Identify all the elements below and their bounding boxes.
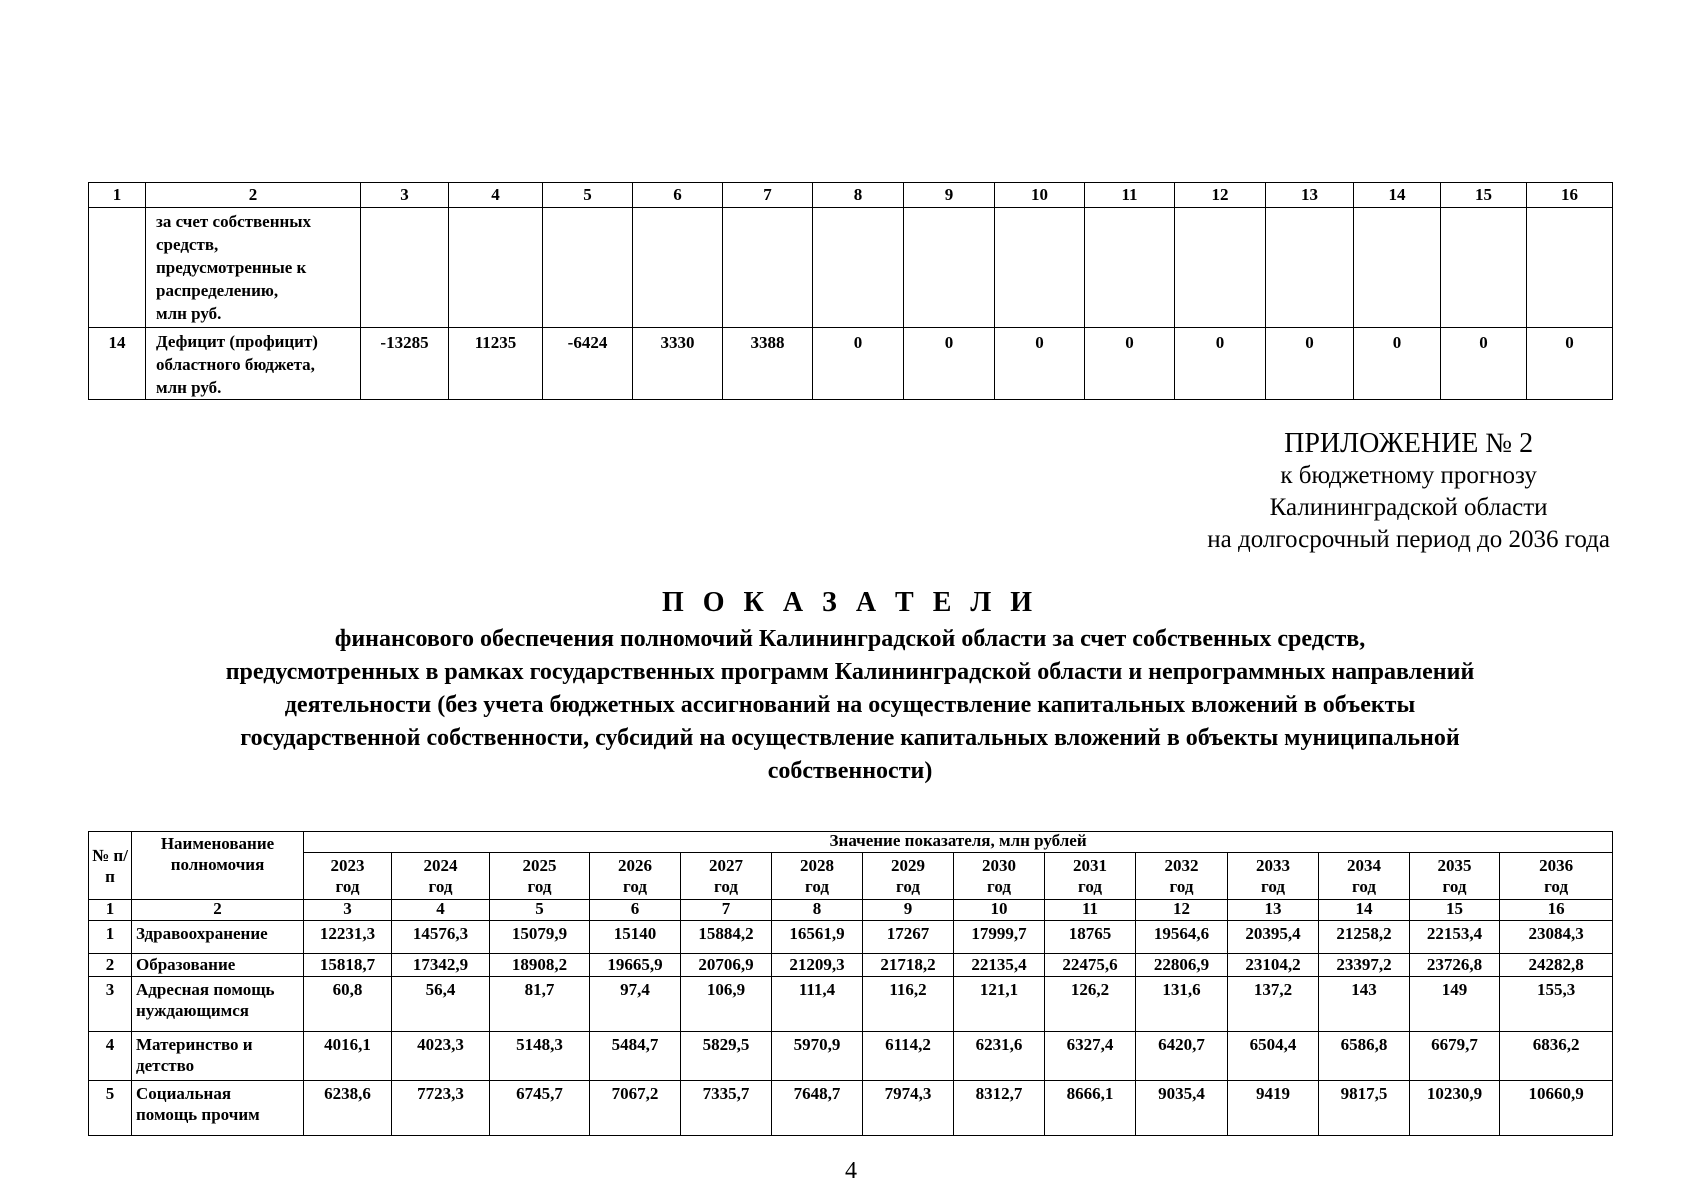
value-cell	[723, 208, 813, 328]
table-row	[89, 977, 1613, 1032]
year-header	[772, 853, 863, 900]
heading-line: государственной собственности, субсидий на осуществление капитальных вложений в объекты муниципальной	[240, 725, 1460, 751]
value-cell: 15140	[590, 921, 681, 954]
value-cell: 149	[1410, 977, 1500, 1032]
value-cell: 9817,5	[1319, 1081, 1410, 1136]
value-cell: 97,4	[590, 977, 681, 1032]
heading-subtitle	[90, 623, 1610, 788]
row-name-line: за счет собственных	[156, 212, 312, 231]
value-cell: 5148,3	[490, 1032, 590, 1081]
year-header	[1228, 853, 1319, 900]
value-cell: 143	[1319, 977, 1410, 1032]
value-cell: 6586,8	[1319, 1032, 1410, 1081]
column-number: 14	[1354, 183, 1441, 208]
year-suffix: год	[896, 877, 920, 896]
value-cell	[995, 208, 1085, 328]
value-cell: 0	[1085, 328, 1175, 400]
value-cell: 24282,8	[1500, 954, 1613, 977]
column-number: 2	[146, 183, 361, 208]
value-cell: 6745,7	[490, 1081, 590, 1136]
year-suffix: год	[805, 877, 829, 896]
value-cell: 4023,3	[392, 1032, 490, 1081]
year-header	[1319, 853, 1410, 900]
value-cell: 3388	[723, 328, 813, 400]
value-cell: 20395,4	[1228, 921, 1319, 954]
year-header	[1410, 853, 1500, 900]
value-cell: 116,2	[863, 977, 954, 1032]
value-cell: 8666,1	[1045, 1081, 1136, 1136]
value-cell: 0	[1441, 328, 1527, 400]
appendix-line: на долгосрочный период до 2036 года	[1207, 526, 1610, 553]
year-suffix: год	[1169, 877, 1194, 896]
value-cell: 22153,4	[1410, 921, 1500, 954]
value-cell	[633, 208, 723, 328]
year-suffix: год	[335, 877, 360, 896]
year-value: 2025	[522, 856, 557, 875]
value-cell: 6836,2	[1500, 1032, 1613, 1081]
row-name-line: средств,	[156, 235, 219, 254]
year-suffix: год	[1544, 877, 1569, 896]
row-name	[146, 328, 361, 400]
value-cell: 18765	[1045, 921, 1136, 954]
row-number: 4	[89, 1032, 132, 1081]
value-cell: 6238,6	[304, 1081, 392, 1136]
value-cell: 4016,1	[304, 1032, 392, 1081]
value-cell	[361, 208, 449, 328]
column-number: 13	[1266, 183, 1354, 208]
value-cell: 22135,4	[954, 954, 1045, 977]
year-value: 2028	[800, 856, 834, 875]
heading-line: предусмотренных в рамках государственных программ Калининградской области и непрограммных направлений	[225, 659, 1475, 685]
year-header	[304, 853, 392, 900]
value-cell	[543, 208, 633, 328]
year-value: 2030	[982, 856, 1016, 875]
value-cell: 5970,9	[772, 1032, 863, 1081]
heading-line: финансового обеспечения полномочий Калининградской области за счет собственных средств,	[334, 626, 1366, 652]
value-cell: 20706,9	[681, 954, 772, 977]
year-header	[954, 853, 1045, 900]
row-name-line: распределению,	[156, 281, 279, 300]
value-cell: 126,2	[1045, 977, 1136, 1032]
value-cell: 14576,3	[392, 921, 490, 954]
row-name	[132, 921, 304, 954]
column-number: 14	[1319, 900, 1410, 921]
year-header	[863, 853, 954, 900]
row-name-line: млн руб.	[156, 304, 222, 323]
column-number: 1	[89, 900, 132, 921]
value-cell: 9035,4	[1136, 1081, 1228, 1136]
heading-title: П О К А З А Т Е Л И	[661, 587, 1039, 618]
value-cell: 18908,2	[490, 954, 590, 977]
year-header	[490, 853, 590, 900]
value-cell: -13285	[361, 328, 449, 400]
value-cell: 15884,2	[681, 921, 772, 954]
year-suffix: год	[623, 877, 647, 896]
value-cell: 111,4	[772, 977, 863, 1032]
year-suffix: год	[714, 877, 738, 896]
value-cell: 19564,6	[1136, 921, 1228, 954]
year-value: 2032	[1164, 856, 1199, 875]
value-cell: 0	[813, 328, 904, 400]
value-cell	[1354, 208, 1441, 328]
row-number: 14	[89, 328, 146, 400]
year-value: 2034	[1347, 856, 1381, 875]
year-suffix: год	[428, 877, 453, 896]
year-suffix: год	[1261, 877, 1285, 896]
value-cell: 6679,7	[1410, 1032, 1500, 1081]
value-cell: -6424	[543, 328, 633, 400]
column-number: 10	[995, 183, 1085, 208]
value-cell: 6231,6	[954, 1032, 1045, 1081]
column-number: 4	[449, 183, 543, 208]
value-cell: 0	[1266, 328, 1354, 400]
value-cell: 22475,6	[1045, 954, 1136, 977]
year-header	[1045, 853, 1136, 900]
column-header-number: № п/п	[89, 832, 132, 900]
table-row	[89, 1032, 1613, 1081]
value-cell: 6504,4	[1228, 1032, 1319, 1081]
column-number: 9	[863, 900, 954, 921]
value-cell: 21209,3	[772, 954, 863, 977]
value-cell: 22806,9	[1136, 954, 1228, 977]
year-suffix: год	[1352, 877, 1376, 896]
appendix-line: Калининградской области	[1269, 494, 1548, 521]
table-row	[89, 208, 1613, 328]
value-cell	[449, 208, 543, 328]
value-cell: 8312,7	[954, 1081, 1045, 1136]
value-cell: 6420,7	[1136, 1032, 1228, 1081]
column-number: 7	[723, 183, 813, 208]
column-number: 3	[361, 183, 449, 208]
indicators-table	[88, 831, 1613, 1136]
value-cell: 17267	[863, 921, 954, 954]
row-name-line: Социальная	[136, 1084, 232, 1103]
value-cell: 7723,3	[392, 1081, 490, 1136]
column-number: 5	[490, 900, 590, 921]
year-suffix: год	[1442, 877, 1467, 896]
row-number: 1	[89, 921, 132, 954]
row-number: 5	[89, 1081, 132, 1136]
value-cell: 56,4	[392, 977, 490, 1032]
row-name	[132, 1081, 304, 1136]
value-cell: 10230,9	[1410, 1081, 1500, 1136]
column-number: 9	[904, 183, 995, 208]
column-number: 16	[1527, 183, 1613, 208]
value-cell: 6114,2	[863, 1032, 954, 1081]
value-cell: 23084,3	[1500, 921, 1613, 954]
row-number: 2	[89, 954, 132, 977]
value-cell: 60,8	[304, 977, 392, 1032]
column-number-row	[89, 900, 1613, 921]
column-number: 12	[1175, 183, 1266, 208]
value-cell: 137,2	[1228, 977, 1319, 1032]
row-name	[146, 208, 361, 328]
column-number: 11	[1085, 183, 1175, 208]
value-cell: 0	[995, 328, 1085, 400]
year-suffix: год	[1078, 877, 1102, 896]
heading-line: деятельности (без учета бюджетных ассигнований на осуществление капитальных вложений в объекты	[284, 692, 1416, 718]
row-name-line: нуждающимся	[136, 1001, 249, 1020]
column-header-value: Значение показателя, млн рублей	[304, 832, 1613, 853]
table-row	[89, 954, 1613, 977]
column-number: 6	[633, 183, 723, 208]
row-number: 3	[89, 977, 132, 1032]
table-row	[89, 921, 1613, 954]
appendix-title: ПРИЛОЖЕНИЕ № 2	[1284, 428, 1534, 459]
value-cell: 5829,5	[681, 1032, 772, 1081]
value-cell: 3330	[633, 328, 723, 400]
year-value: 2026	[618, 856, 652, 875]
column-number: 11	[1045, 900, 1136, 921]
value-cell: 5484,7	[590, 1032, 681, 1081]
value-cell: 131,6	[1136, 977, 1228, 1032]
value-cell	[1085, 208, 1175, 328]
year-suffix: год	[987, 877, 1011, 896]
column-number: 5	[543, 183, 633, 208]
value-cell: 23104,2	[1228, 954, 1319, 977]
row-name-line: областного бюджета,	[156, 355, 315, 374]
value-cell	[1266, 208, 1354, 328]
value-cell: 121,1	[954, 977, 1045, 1032]
value-cell	[1175, 208, 1266, 328]
year-value: 2029	[891, 856, 925, 875]
row-name	[132, 954, 304, 977]
value-cell: 21258,2	[1319, 921, 1410, 954]
value-cell: 9419	[1228, 1081, 1319, 1136]
value-cell: 17999,7	[954, 921, 1045, 954]
value-cell	[813, 208, 904, 328]
row-name	[132, 977, 304, 1032]
row-name-line: помощь прочим	[136, 1105, 260, 1124]
column-number: 16	[1500, 900, 1613, 921]
row-name-line: Здравоохранение	[136, 924, 268, 943]
year-header-row	[89, 853, 1613, 900]
value-cell: 12231,3	[304, 921, 392, 954]
value-cell: 0	[904, 328, 995, 400]
year-value: 2035	[1437, 856, 1472, 875]
value-cell: 10660,9	[1500, 1081, 1613, 1136]
row-name-line: Адресная помощь	[136, 980, 275, 999]
row-name-line: детство	[136, 1056, 195, 1075]
appendix-line: к бюджетному прогнозу	[1280, 462, 1537, 489]
column-number: 2	[132, 900, 304, 921]
row-name	[132, 1032, 304, 1081]
value-cell: 155,3	[1500, 977, 1613, 1032]
row-name-line: Образование	[136, 955, 236, 974]
value-cell: 7335,7	[681, 1081, 772, 1136]
heading-line: собственности)	[767, 758, 933, 784]
year-value: 2023	[330, 856, 365, 875]
value-cell	[1527, 208, 1613, 328]
column-number-row	[89, 183, 1613, 208]
column-number: 6	[590, 900, 681, 921]
value-cell: 7067,2	[590, 1081, 681, 1136]
value-cell	[904, 208, 995, 328]
value-cell: 15079,9	[490, 921, 590, 954]
year-value: 2031	[1073, 856, 1107, 875]
year-header	[681, 853, 772, 900]
column-number: 15	[1410, 900, 1500, 921]
column-number: 13	[1228, 900, 1319, 921]
year-value: 2036	[1539, 856, 1574, 875]
value-cell: 17342,9	[392, 954, 490, 977]
column-number: 3	[304, 900, 392, 921]
value-cell: 23726,8	[1410, 954, 1500, 977]
year-header	[1500, 853, 1613, 900]
year-header	[1136, 853, 1228, 900]
continuation-table	[88, 182, 1613, 400]
value-cell: 21718,2	[863, 954, 954, 977]
value-cell: 0	[1354, 328, 1441, 400]
column-number: 8	[813, 183, 904, 208]
column-number: 8	[772, 900, 863, 921]
value-cell: 19665,9	[590, 954, 681, 977]
column-number: 1	[89, 183, 146, 208]
year-header	[590, 853, 681, 900]
value-cell: 0	[1175, 328, 1266, 400]
value-cell: 23397,2	[1319, 954, 1410, 977]
value-cell: 7974,3	[863, 1081, 954, 1136]
page-number: 4	[845, 1158, 857, 1184]
appendix-label	[1207, 428, 1610, 556]
row-number	[89, 208, 146, 328]
column-number: 12	[1136, 900, 1228, 921]
table-row	[89, 328, 1613, 400]
value-cell: 81,7	[490, 977, 590, 1032]
column-number: 7	[681, 900, 772, 921]
row-name-line: Материнство и	[136, 1035, 253, 1054]
column-number: 4	[392, 900, 490, 921]
row-name-line: предусмотренные к	[156, 258, 307, 277]
value-cell: 0	[1527, 328, 1613, 400]
year-suffix: год	[527, 877, 552, 896]
column-header-name: Наименование полномочия	[132, 832, 304, 900]
value-cell: 7648,7	[772, 1081, 863, 1136]
year-value: 2027	[709, 856, 743, 875]
value-cell: 11235	[449, 328, 543, 400]
value-cell: 15818,7	[304, 954, 392, 977]
year-value: 2024	[423, 856, 458, 875]
year-value: 2033	[1256, 856, 1290, 875]
row-name-line: млн руб.	[156, 378, 222, 397]
column-number: 15	[1441, 183, 1527, 208]
value-cell: 106,9	[681, 977, 772, 1032]
value-cell: 6327,4	[1045, 1032, 1136, 1081]
value-cell: 16561,9	[772, 921, 863, 954]
row-name-line: Дефицит (профицит)	[156, 332, 318, 351]
header-row	[89, 832, 1613, 853]
value-cell	[1441, 208, 1527, 328]
document-heading	[90, 585, 1610, 788]
year-header	[392, 853, 490, 900]
column-number: 10	[954, 900, 1045, 921]
table-row	[89, 1081, 1613, 1136]
